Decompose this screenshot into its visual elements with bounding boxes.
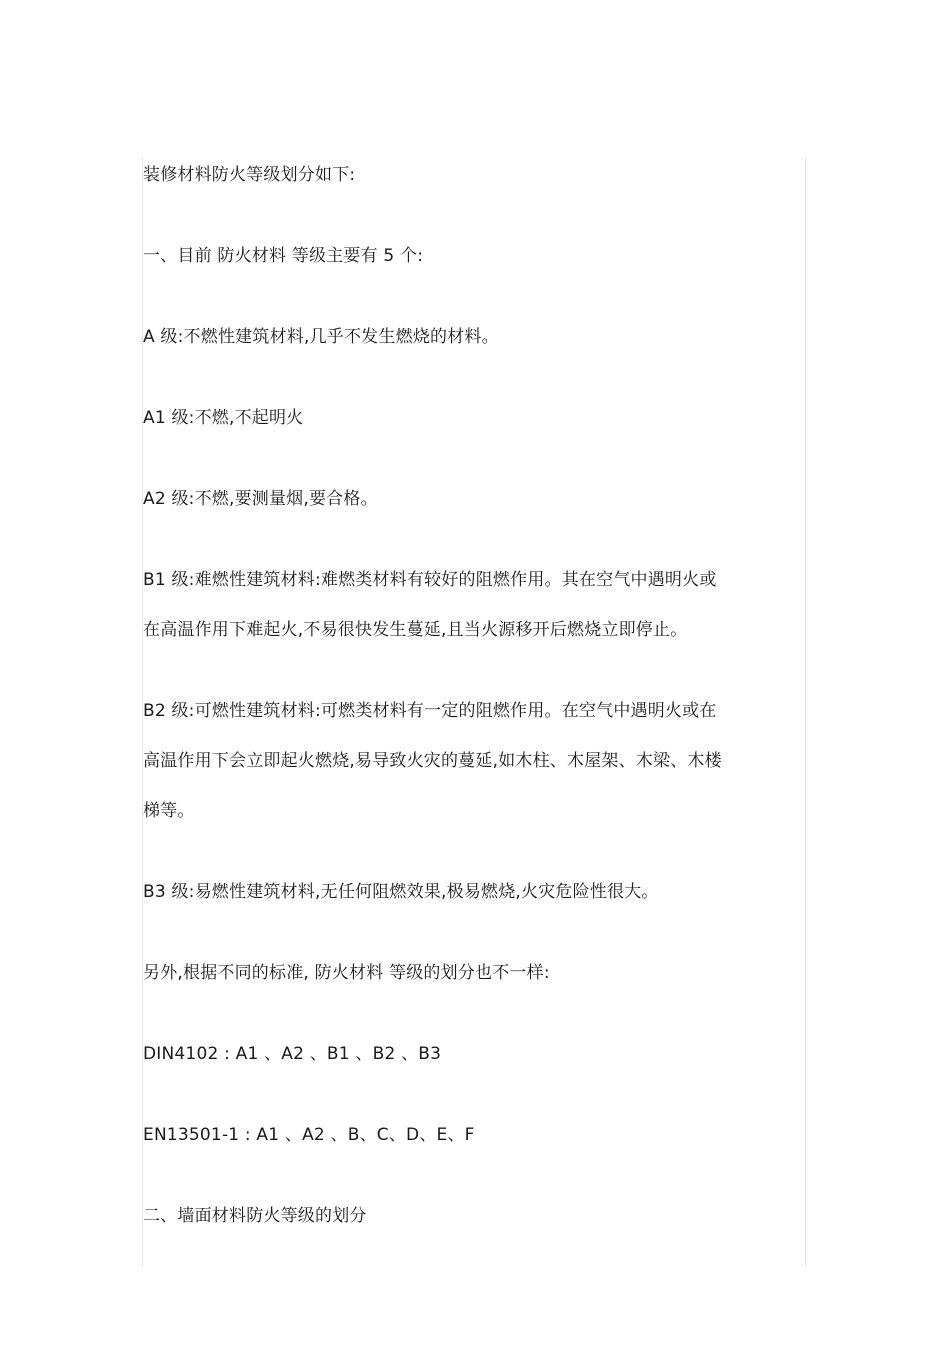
grade-a-line: A 级:不燃性建筑材料,几乎不发生燃烧的材料。: [143, 327, 499, 347]
section-one-heading: 一、目前 防火材料 等级主要有 5 个:: [143, 246, 424, 266]
grade-b2-line-3: 梯等。: [143, 801, 195, 821]
section-two-heading: 二、墙面材料防火等级的划分: [143, 1206, 367, 1226]
en13501-line: EN13501-1 : A1 、A2 、B、C、D、E、F: [143, 1125, 475, 1145]
grade-b1-line-1: B1 级:难燃性建筑材料:难燃类材料有较好的阻燃作用。其在空气中遇明火或: [143, 570, 717, 590]
grade-b2-line-1: B2 级:可燃性建筑材料:可燃类材料有一定的阻燃作用。在空气中遇明火或在: [143, 701, 717, 721]
din4102-line: DIN4102 : A1 、A2 、B1 、B2 、B3: [143, 1044, 442, 1064]
standards-intro-line: 另外,根据不同的标准, 防火材料 等级的划分也不一样:: [143, 963, 550, 983]
grade-a1-line: A1 级:不燃,不起明火: [143, 408, 304, 428]
doc-intro-heading: 装修材料防火等级划分如下:: [143, 165, 356, 185]
grade-a2-line: A2 级:不燃,要测量烟,要合格。: [143, 489, 378, 509]
grade-b1-line-2: 在高温作用下难起火,不易很快发生蔓延,且当火源移开后燃烧立即停止。: [143, 620, 688, 640]
grade-b2-line-2: 高温作用下会立即起火燃烧,易导致火灾的蔓延,如木柱、木屋架、木梁、木楼: [143, 751, 722, 771]
grade-b3-line: B3 级:易燃性建筑材料,无任何阻燃效果,极易燃烧,火灾危险性很大。: [143, 882, 659, 902]
